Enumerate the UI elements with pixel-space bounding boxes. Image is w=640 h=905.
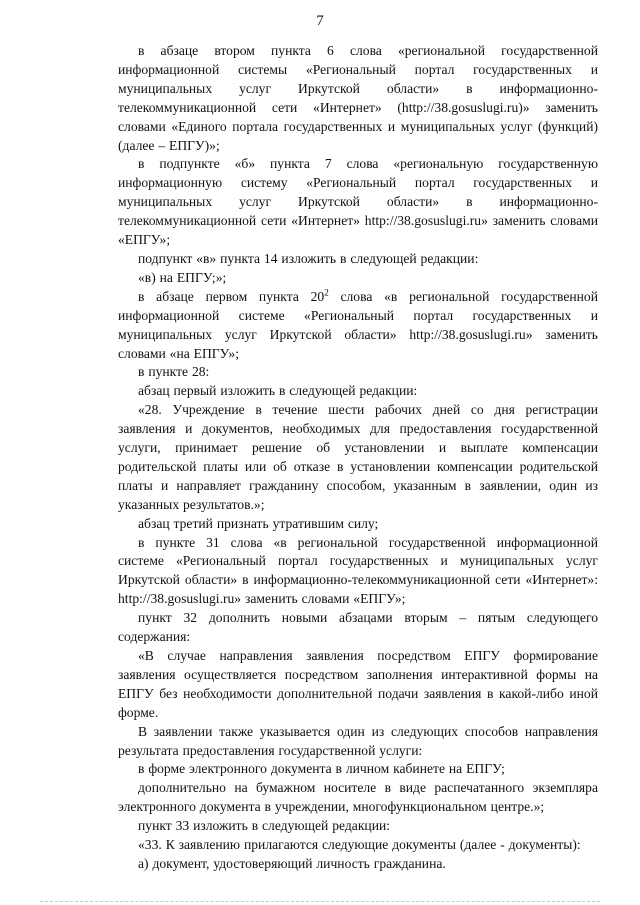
page-number: 7 — [316, 13, 324, 29]
paragraph: «в) на ЕПГУ;»; — [138, 269, 227, 285]
paragraph: в подпункте «б» пункта 7 слова «региональную государственную информационную систему «Региональный портал государственных и муниципальных услуг Иркутской области» в информационно-телекоммуникационной сети «Интернет» http://38.gosuslugi.ru» заменить словами «ЕПГУ»; — [118, 156, 598, 248]
paragraph: «28. Учреждение в течение шести рабочих дней со дня регистрации заявления и документов, необходимых для предоставления государственной услуги, принимает решение об установлении и выплате компенсации родительской платы или об отказе в установлении компенсации родительской платы и направляет гражданину способом, указанным в заявлении, один из указанных результатов.»; — [118, 402, 598, 512]
superscript: 2 — [324, 287, 329, 298]
paragraph: абзац третий признать утратившим силу; — [138, 515, 379, 531]
paragraph: в пункте 31 слова «в региональной государственной информационной системе «Региональный портал государственных и муниципальных услуг Иркутской области» в информационно-телекоммуникационной сети «Интернет»: http://38.gosuslugi.ru» заменить словами «ЕПГУ»; — [118, 534, 598, 607]
paragraph: пункт 33 изложить в следующей редакции: — [138, 818, 391, 834]
paragraph-text: в абзаце первом пункта 20 — [138, 288, 325, 304]
paragraph-item-20 — [118, 288, 598, 364]
paragraph: в пункте 28: — [138, 364, 210, 380]
page-bottom-rule — [40, 901, 600, 903]
paragraph: «В случае направления заявления посредством ЕПГУ формирование заявления осуществляется посредством заполнения интерактивной формы на ЕПГУ без необходимости дополнительной подачи заявления в какой-либо иной форме. — [118, 648, 598, 720]
paragraph: пункт 32 дополнить новыми абзацами вторым – пятым следующего содержания: — [118, 610, 598, 645]
paragraph: в форме электронного документа в личном кабинете на ЕПГУ; — [138, 761, 505, 777]
paragraph: подпункт «в» пункта 14 изложить в следующей редакции: — [138, 250, 479, 266]
paragraph: В заявлении также указывается один из следующих способов направления результата предоставления государственной услуги: — [118, 723, 598, 758]
paragraph-text: слова «в региональной государственной информационной системе «Региональный портал государственных и муниципальных услуг Иркутской области» http://38.gosuslugi.ru» заменить словами «на ЕПГУ»; — [118, 288, 598, 361]
paragraph: «33. К заявлению прилагаются следующие документы (далее - документы): — [138, 837, 581, 853]
paragraph: дополнительно на бумажном носителе в виде распечатанного экземпляра электронного документа в учреждении, многофункциональном центре.»; — [118, 780, 598, 815]
paragraph: абзац первый изложить в следующей редакции: — [138, 383, 418, 399]
paragraph: а) документ, удостоверяющий личность гражданина. — [138, 855, 446, 871]
document-body — [118, 42, 598, 874]
paragraph: в абзаце втором пункта 6 слова «региональной государственной информационной системы «Региональный портал государственных и муниципальных услуг Иркутской области» в информационно-телекоммуникационной сети «Интернет» (http://38.gosuslugi.ru)» заменить словами «Единого портала государственных и муниципальных услуг (функций) (далее – ЕПГУ)»; — [118, 43, 598, 153]
